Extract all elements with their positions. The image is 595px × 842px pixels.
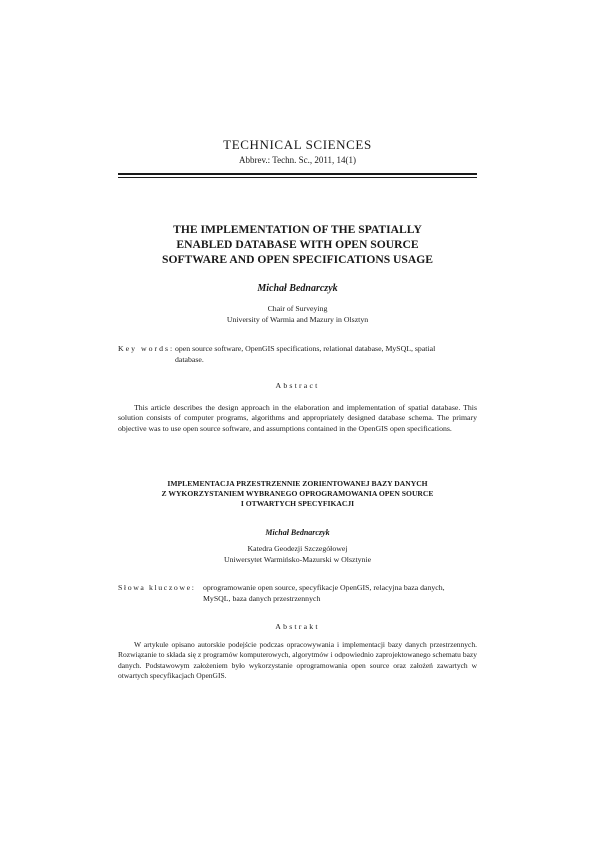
header-rule-thick xyxy=(118,173,477,175)
keywords-label: Key words: xyxy=(118,344,175,353)
author-affiliation xyxy=(0,303,595,325)
polish-keywords-label: Słowa kluczowe: xyxy=(118,583,196,592)
keywords-text xyxy=(175,344,477,365)
polish-title-line: I OTWARTYCH SPECYFIKACJI xyxy=(240,499,355,509)
journal-abbreviation: Abbrev.: Techn. Sc., 2011, 14(1) xyxy=(238,155,356,165)
affiliation-line: University of Warmia and Mazury in Olsztyn xyxy=(226,315,369,324)
keywords-line: database. xyxy=(175,354,204,364)
keywords-line: open source software, OpenGIS specifications, relational database, MySQL, spatial xyxy=(175,344,436,353)
polish-title-line: Z WYKORZYSTANIEM WYBRANEGO OPROGRAMOWANIA OPEN SOURCE xyxy=(161,489,434,499)
author-name: Michał Bednarczyk xyxy=(257,283,338,294)
polish-abstract-text: W artykule opisano autorskie podejście podczas opracowywania i implementacji bazy danych przestrzennych. Rozwiązanie to składa się z programów komputerowych, algorytmów i odpowiednio zaprojektowanego schematu bazy danych. Podstawowym założeniem było wykorzystanie oprogramowania open source oraz założeń zawartych w otwartych specyfikacjach OpenGIS. xyxy=(118,640,477,681)
polish-title-line: IMPLEMENTACJA PRZESTRZENNIE ZORIENTOWANEJ BAZY DANYCH xyxy=(167,479,428,488)
abstract-heading: Abstract xyxy=(275,381,320,390)
polish-title xyxy=(118,479,477,510)
paper-title-line: SOFTWARE AND OPEN SPECIFICATIONS USAGE xyxy=(162,253,433,266)
header-rule-thin xyxy=(118,177,477,178)
journal-title: TECHNICAL SCIENCES xyxy=(223,137,372,152)
paper-title-line: ENABLED DATABASE WITH OPEN SOURCE xyxy=(176,238,419,251)
affiliation-line: Katedra Geodezji Szczegółowej xyxy=(247,544,348,553)
affiliation-line: Chair of Surveying xyxy=(267,304,328,313)
keywords-line: MySQL, baza danych przestrzennych xyxy=(203,593,321,603)
polish-abstract-heading: Abstrakt xyxy=(275,622,320,631)
polish-author-affiliation xyxy=(0,543,595,565)
polish-author-name: Michał Bednarczyk xyxy=(265,528,330,537)
paper-title xyxy=(118,222,477,267)
abstract-text: This article describes the design approach in the elaboration and implementation of spatial database. This solution consists of computer programs, algorithms and appropriately designed database schema. The primary objective was to use open source software, and assumptions contained in the OpenGIS open specifications. xyxy=(118,403,477,433)
polish-keywords-text xyxy=(203,583,477,604)
affiliation-line: Uniwersytet Warmińsko-Mazurski w Olsztynie xyxy=(223,555,372,564)
keywords-line: oprogramowanie open source, specyfikacje OpenGIS, relacyjna baza danych, xyxy=(203,583,445,592)
paper-title-line: THE IMPLEMENTATION OF THE SPATIALLY xyxy=(173,223,422,236)
